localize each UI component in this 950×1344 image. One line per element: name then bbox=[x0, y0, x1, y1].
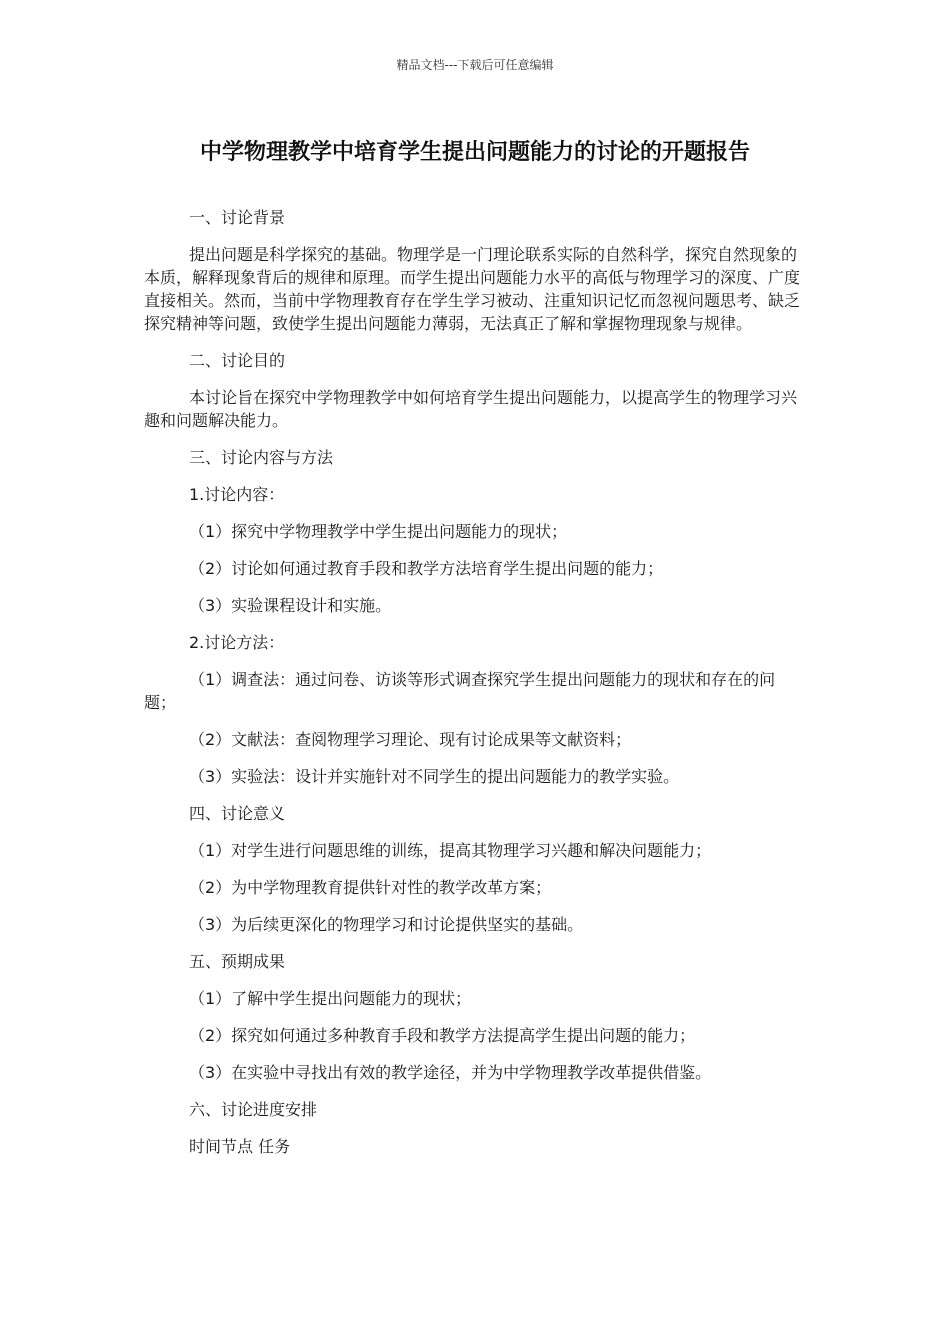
outcome-item: （1）了解中学生提出问题能力的现状； bbox=[189, 989, 472, 1008]
background-paragraph: 提出问题是科学探究的基础。物理学是一门理论联系实际的自然科学，探究自然现象的本质，解释现象背后的规律和原理。而学生提出问题能力水平的高低与物理学习的深度、广度直接相关。然而，当前中学物理教育存在学生学习被动、注重知识记忆而忽视问题思考、缺乏探究精神等问题，致使学生提出问题能力薄弱，无法真正了解和掌握物理现象与规律。 bbox=[144, 245, 801, 333]
header-note: 精品文档---下载后可任意编辑 bbox=[396, 58, 554, 72]
subheading-method: 2.讨论方法： bbox=[189, 633, 285, 652]
section-heading-schedule: 六、讨论进度安排 bbox=[189, 1100, 318, 1119]
content-item: （2）讨论如何通过教育手段和教学方法培育学生提出问题的能力； bbox=[189, 559, 664, 578]
outcome-item: （3）在实验中寻找出有效的教学途径，并为中学物理教学改革提供借鉴。 bbox=[189, 1063, 712, 1082]
section-heading-background: 一、讨论背景 bbox=[189, 208, 286, 227]
section-heading-outcomes: 五、预期成果 bbox=[189, 952, 286, 971]
purpose-paragraph: 本讨论旨在探究中学物理教学中如何培育学生提出问题能力，以提高学生的物理学习兴趣和问题解决能力。 bbox=[144, 388, 798, 430]
section-heading-purpose: 二、讨论目的 bbox=[189, 351, 286, 370]
significance-item: （3）为后续更深化的物理学习和讨论提供坚实的基础。 bbox=[189, 915, 584, 934]
method-item: （2）文献法：查阅物理学习理论、现有讨论成果等文献资料； bbox=[189, 730, 632, 749]
significance-item: （1）对学生进行问题思维的训练，提高其物理学习兴趣和解决问题能力； bbox=[189, 841, 712, 860]
document-body bbox=[144, 206, 806, 1172]
schedule-table-header: 时间节点 任务 bbox=[189, 1137, 291, 1156]
method-item: （3）实验法：设计并实施针对不同学生的提出问题能力的教学实验。 bbox=[189, 767, 680, 786]
section-heading-significance: 四、讨论意义 bbox=[189, 804, 286, 823]
document-title: 中学物理教学中培育学生提出问题能力的讨论的开题报告 bbox=[199, 140, 750, 165]
section-heading-content-method: 三、讨论内容与方法 bbox=[189, 448, 334, 467]
content-item: （3）实验课程设计和实施。 bbox=[189, 596, 392, 615]
outcome-item: （2）探究如何通过多种教育手段和教学方法提高学生提出问题的能力； bbox=[189, 1026, 696, 1045]
subheading-content: 1.讨论内容： bbox=[189, 485, 285, 504]
significance-item: （2）为中学物理教育提供针对性的教学改革方案； bbox=[189, 878, 552, 897]
method-item: （1）调查法：通过问卷、访谈等形式调查探究学生提出问题能力的现状和存在的问题； bbox=[144, 670, 776, 712]
content-item: （1）探究中学物理教学中学生提出问题能力的现状； bbox=[189, 522, 568, 541]
